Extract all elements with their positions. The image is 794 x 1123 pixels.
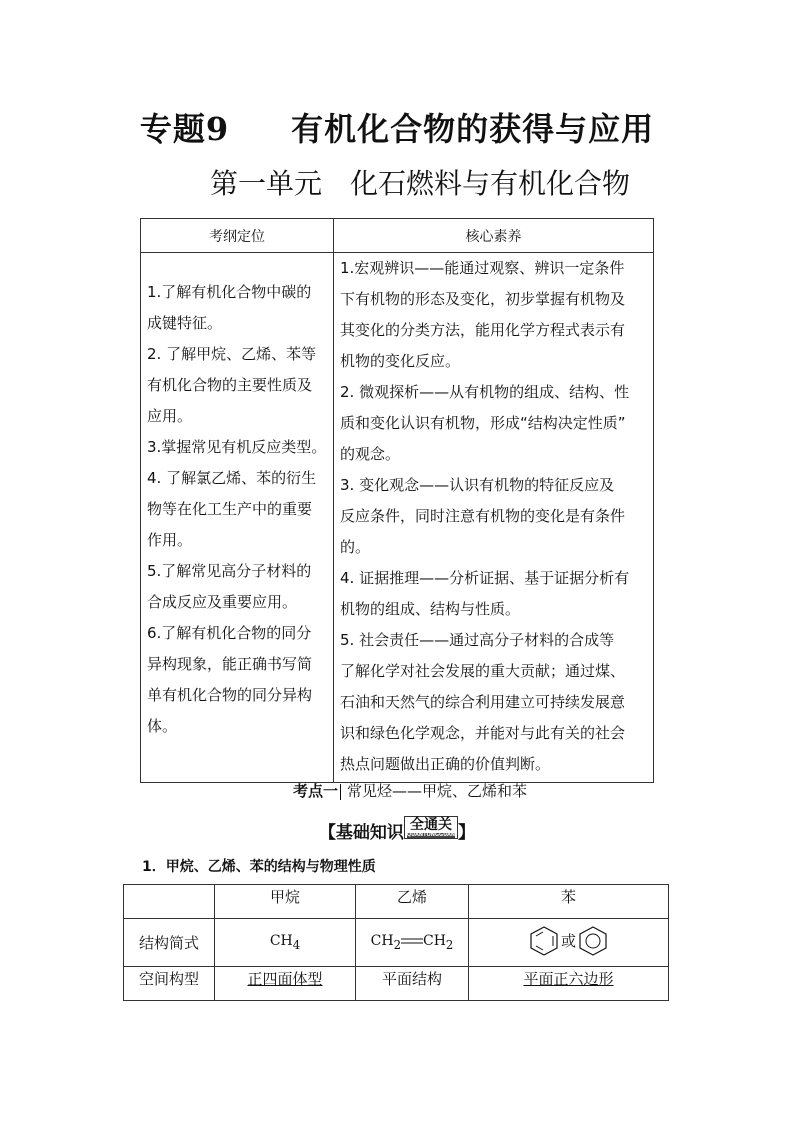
kaogang-line: 1.了解有机化合物中碳的 [147, 283, 312, 301]
suyang-line: 识和绿色化学观念，并能对与此有关的社会 [340, 724, 626, 742]
suyang-cell [334, 253, 654, 783]
ethene-shape: 平面结构 [356, 967, 469, 1001]
kaogang-line: 3.掌握常见有机反应类型。 [147, 438, 327, 456]
row-label-structure: 结构简式 [124, 919, 215, 967]
kaodian-divider [340, 784, 341, 800]
suyang-line: 2. 微观探析——从有机物的组成、结构、性 [340, 383, 630, 401]
methane-shape-text: 正四面体型 [247, 970, 323, 988]
formula-sub: 4 [292, 937, 301, 952]
formula-ch: CH [269, 933, 293, 950]
formula-sub: 2 [393, 937, 401, 952]
methane-shape [215, 967, 356, 1001]
benzene-shape [469, 967, 669, 1001]
suyang-line: 机物的变化反应。 [340, 352, 461, 370]
header-benzene: 苯 [469, 885, 669, 919]
suyang-line: 3. 变化观念——认识有机物的特征反应及 [340, 476, 615, 494]
kaodian-label: 考点一 [292, 782, 338, 800]
header-ethene: 乙烯 [356, 885, 469, 919]
corner-cell [124, 885, 215, 919]
unit-title [0, 162, 794, 202]
benzene-formula [469, 919, 669, 967]
kaogang-line: 5.了解常见高分子材料的 [147, 562, 312, 580]
kaogang-line: 成键特征。 [147, 314, 223, 332]
or-text: 或 [560, 932, 576, 950]
header-methane: 甲烷 [215, 885, 356, 919]
suyang-line: 其变化的分类方法，能用化学方程式表示有 [340, 321, 626, 339]
methane-formula [215, 919, 356, 967]
kaogang-line: 6.了解有机化合物的同分 [147, 624, 312, 642]
kaogang-line: 异构现象，能正确书写简 [147, 655, 313, 673]
structure-table [123, 884, 669, 1001]
kaodian-heading [0, 780, 794, 801]
chapter-number: 专题9 [139, 110, 230, 148]
bracket-close: 】 [458, 823, 476, 843]
jichu-heading [0, 816, 794, 843]
kaogang-line: 有机化合物的主要性质及 [147, 376, 313, 394]
suyang-line: 热点问题做出正确的价值判断。 [340, 755, 551, 773]
badge-pinyin: QUANTONGGUAN [406, 832, 456, 838]
double-bond-icon [401, 937, 423, 945]
formula-ch: CH [370, 933, 394, 950]
kaogang-line: 合成反应及重要应用。 [147, 593, 298, 611]
suyang-line: 4. 证据推理——分析证据、基于证据分析有 [340, 569, 630, 587]
suyang-line: 石油和天然气的综合利用建立可持续发展意 [340, 693, 626, 711]
suyang-line: 5. 社会责任——通过高分子材料的合成等 [340, 631, 615, 649]
jichu-label: 基础知识 [335, 823, 404, 843]
formula-ch: CH [423, 933, 446, 950]
suyang-line: 的观念。 [340, 445, 401, 463]
kaogang-cell [141, 253, 334, 783]
bracket-open: 【 [318, 823, 336, 843]
kaodian-text: 常见烃——甲烷、乙烯和苯 [347, 782, 528, 800]
kaogang-line: 体。 [147, 717, 178, 735]
suyang-line: 质和变化认识有机物，形成“结构决定性质” [340, 414, 626, 432]
kaogang-line: 物等在化工生产中的重要 [147, 500, 313, 518]
kaogang-line: 4. 了解氯乙烯、苯的衍生 [147, 469, 317, 487]
suyang-line: 下有机物的形态及变化，初步掌握有机物及 [340, 290, 626, 308]
ethene-formula [356, 919, 469, 967]
benzene-kekule-icon [529, 925, 559, 957]
suyang-line: 1.宏观辨识——能通过观察、辨识一定条件 [340, 259, 625, 277]
header-kaogang: 考纲定位 [141, 219, 334, 253]
section-heading: 1．甲烷、乙烯、苯的结构与物理性质 [142, 859, 376, 875]
suyang-line: 机物的组成、结构与性质。 [340, 600, 521, 618]
suyang-line: 的。 [340, 538, 371, 556]
benzene-shape-text: 平面正六边形 [523, 970, 614, 988]
formula-sub: 2 [445, 937, 454, 952]
outline-table [140, 218, 654, 783]
row-label-shape: 空间构型 [124, 967, 215, 1001]
badge-text: 全通关 [409, 817, 452, 833]
suyang-line: 了解化学对社会发展的重大贡献；通过煤、 [340, 662, 626, 680]
benzene-ring-icon [578, 925, 608, 957]
kaogang-line: 2. 了解甲烷、乙烯、苯等 [147, 345, 317, 363]
kaogang-line: 作用。 [147, 531, 193, 549]
kaogang-line: 应用。 [147, 407, 193, 425]
kaogang-line: 单有机化合物的同分异构 [147, 686, 313, 704]
chapter-name: 有机化合物的获得与应用 [291, 110, 655, 148]
chapter-title [0, 104, 794, 150]
header-suyang: 核心素养 [334, 219, 654, 253]
suyang-line: 反应条件，同时注意有机物的变化是有条件 [340, 507, 626, 525]
unit-number: 第一单元 [209, 167, 322, 200]
quantongguan-badge [404, 816, 458, 839]
unit-name: 化石燃料与有机化合物 [350, 167, 631, 200]
